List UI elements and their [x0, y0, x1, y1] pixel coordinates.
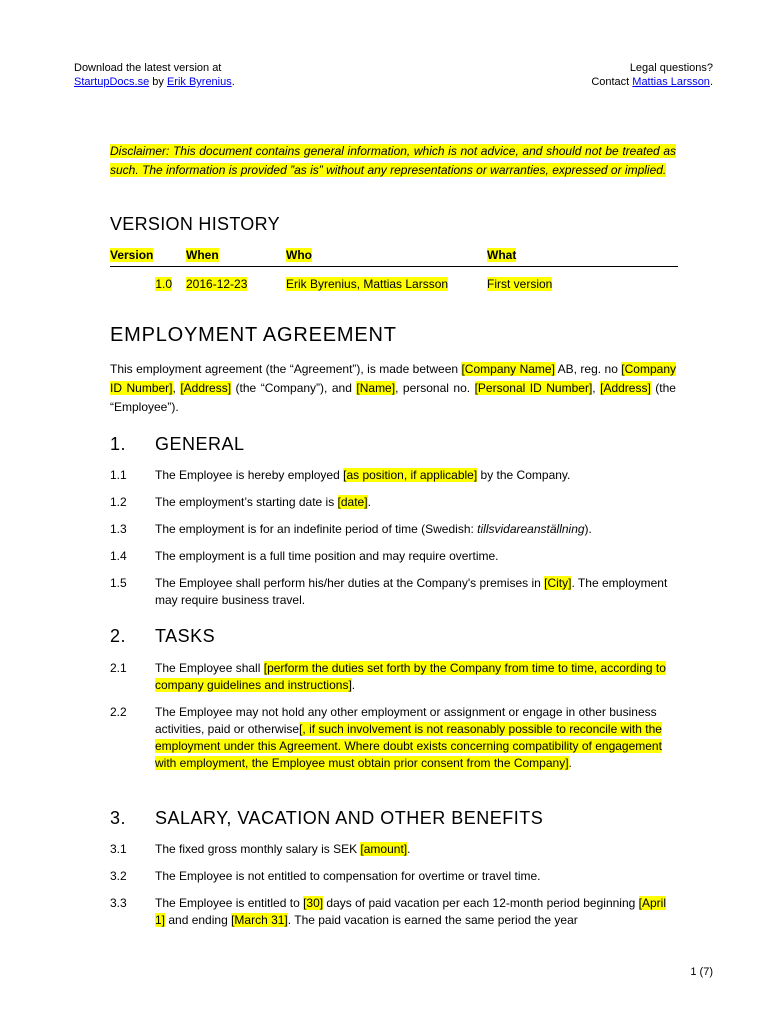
section-number: 3. [110, 808, 127, 828]
header-legal-questions [591, 61, 713, 89]
clause-2-1 [110, 660, 676, 694]
col-what: What [487, 248, 517, 262]
clause-number: 3.3 [110, 896, 127, 910]
company-address-field: [Address] [180, 381, 232, 395]
page-number: 1 (7) [690, 966, 713, 978]
intro-text: , [592, 381, 601, 395]
company-id-field: [Company ID Number] [110, 362, 676, 395]
who-cell: Erik Byrenius, Mattias Larsson [286, 277, 449, 291]
clause-text: The Employee may not hold any other employment or assignment or engage in other business activities, paid or otherwise [155, 705, 657, 736]
clause-text: . [351, 678, 356, 692]
clause-1-3 [110, 521, 676, 538]
col-when: When [186, 248, 219, 262]
clause-text: . [407, 842, 411, 856]
employee-name-field: [Name] [356, 381, 396, 395]
start-date-field: [date] [337, 495, 368, 509]
table-row [110, 267, 678, 296]
version-history-header-row [110, 246, 678, 267]
section-number: 1. [110, 434, 127, 454]
intro-text: AB, reg. no [554, 362, 622, 376]
disclaimer-text: Disclaimer: This document contains general information, which is not advice, and should not be treated as such. The information is provided ”as is” without any representations or warranties, expressed or implied. [110, 144, 676, 177]
erik-byrenius-link[interactable]: Erik Byrenius [166, 76, 232, 88]
version-history-title: VERSION HISTORY [110, 214, 280, 234]
section-title-general [110, 434, 245, 455]
intro-text: (the “Company”), and [231, 381, 357, 395]
clause-text: . The paid vacation is earned the same period the year [287, 913, 578, 927]
other-employment-field: [, if such involvement is not reasonably possible to reconcile with the employment under this Agreement. Where doubt exists concerning compatibility of engagement with employment, the Employee must obtain prior consent from the Company] [155, 722, 662, 770]
clause-text: The fixed gross monthly salary is SEK [155, 842, 361, 856]
clause-text: The Employee is hereby employed [155, 468, 344, 482]
section-heading: SALARY, VACATION AND OTHER BENEFITS [155, 808, 544, 828]
company-name-field: [Company Name] [461, 362, 555, 376]
agreement-title: EMPLOYMENT AGREEMENT [110, 324, 397, 346]
when-cell: 2016-12-23 [186, 277, 248, 291]
intro-text: (the “Employee”). [110, 381, 676, 414]
clause-text: by the Company. [477, 468, 571, 482]
agreement-intro [110, 360, 676, 417]
swedish-term: tillsvidareanställning [477, 522, 585, 536]
clause-text: . The employment may require business travel. [155, 576, 668, 607]
clause-text: and ending [165, 913, 232, 927]
duties-field: [perform the duties set forth by the Company from time to time, according to company guidelines and instructions] [155, 661, 666, 692]
personal-id-field: [Personal ID Number] [474, 381, 593, 395]
header-period: . [231, 76, 235, 88]
clause-number: 3.2 [110, 869, 127, 883]
clause-3-1 [110, 841, 676, 858]
disclaimer [110, 142, 676, 180]
intro-text: , personal no. [395, 381, 475, 395]
col-version: Version [110, 248, 154, 262]
city-field: [City] [544, 576, 572, 590]
clause-1-1 [110, 467, 676, 484]
clause-1-5 [110, 575, 676, 609]
clause-number: 3.1 [110, 842, 127, 856]
clause-text: . [367, 495, 371, 509]
position-field: [as position, if applicable] [343, 468, 478, 482]
clause-text: The employment’s starting date is [155, 495, 338, 509]
col-who: Who [286, 248, 312, 262]
clause-number: 2.1 [110, 661, 127, 675]
clause-number: 1.4 [110, 549, 127, 563]
clause-1-2 [110, 494, 676, 511]
clause-number: 1.2 [110, 495, 127, 509]
header-download-text: Download the latest version at [74, 62, 222, 74]
employee-address-field: [Address] [600, 381, 651, 395]
clause-3-2 [110, 868, 676, 885]
clause-3-3 [110, 895, 676, 929]
clause-number: 1.3 [110, 522, 127, 536]
what-cell: First version [487, 277, 553, 291]
legal-questions-text: Legal questions? [629, 62, 713, 74]
clause-number: 1.1 [110, 468, 127, 482]
vacation-days-field: [30] [303, 896, 324, 910]
clause-text: The Employee is not entitled to compensation for overtime or travel time. [155, 869, 541, 883]
section-heading: GENERAL [155, 434, 245, 454]
clause-text: ). [584, 522, 592, 536]
section-number: 2. [110, 626, 127, 646]
clause-text: The Employee shall [155, 661, 264, 675]
clause-text: . [568, 756, 572, 770]
header-by-text: by [149, 76, 167, 88]
vacation-start-field: [April 1] [155, 896, 666, 927]
vacation-end-field: [March 31] [231, 913, 288, 927]
clause-text: The Employee is entitled to [155, 896, 304, 910]
intro-text: This employment agreement (the “Agreement”), is made between [110, 362, 462, 376]
header-right-period: . [709, 76, 713, 88]
clause-2-2 [110, 704, 676, 772]
version-history-table [110, 246, 678, 295]
section-heading: TASKS [155, 626, 216, 646]
intro-text: , [172, 381, 181, 395]
clause-number: 2.2 [110, 705, 127, 719]
startupdocs-link[interactable]: StartupDocs.se [74, 76, 150, 88]
section-title-tasks [110, 626, 215, 647]
clause-1-4 [110, 548, 676, 565]
clause-number: 1.5 [110, 576, 127, 590]
clause-text: The Employee shall perform his/her duties at the Company's premises in [155, 576, 545, 590]
clause-text: days of paid vacation per each 12-month period beginning [323, 896, 639, 910]
mattias-larsson-link[interactable]: Mattias Larsson [632, 76, 710, 88]
clause-text: The employment is a full time position and may require overtime. [155, 549, 499, 563]
section-title-salary [110, 808, 543, 829]
clause-text: The employment is for an indefinite period of time (Swedish: [155, 522, 478, 536]
version-cell: 1.0 [155, 277, 172, 291]
header-download-note [74, 61, 235, 89]
amount-field: [amount] [360, 842, 408, 856]
contact-text: Contact [591, 76, 633, 88]
